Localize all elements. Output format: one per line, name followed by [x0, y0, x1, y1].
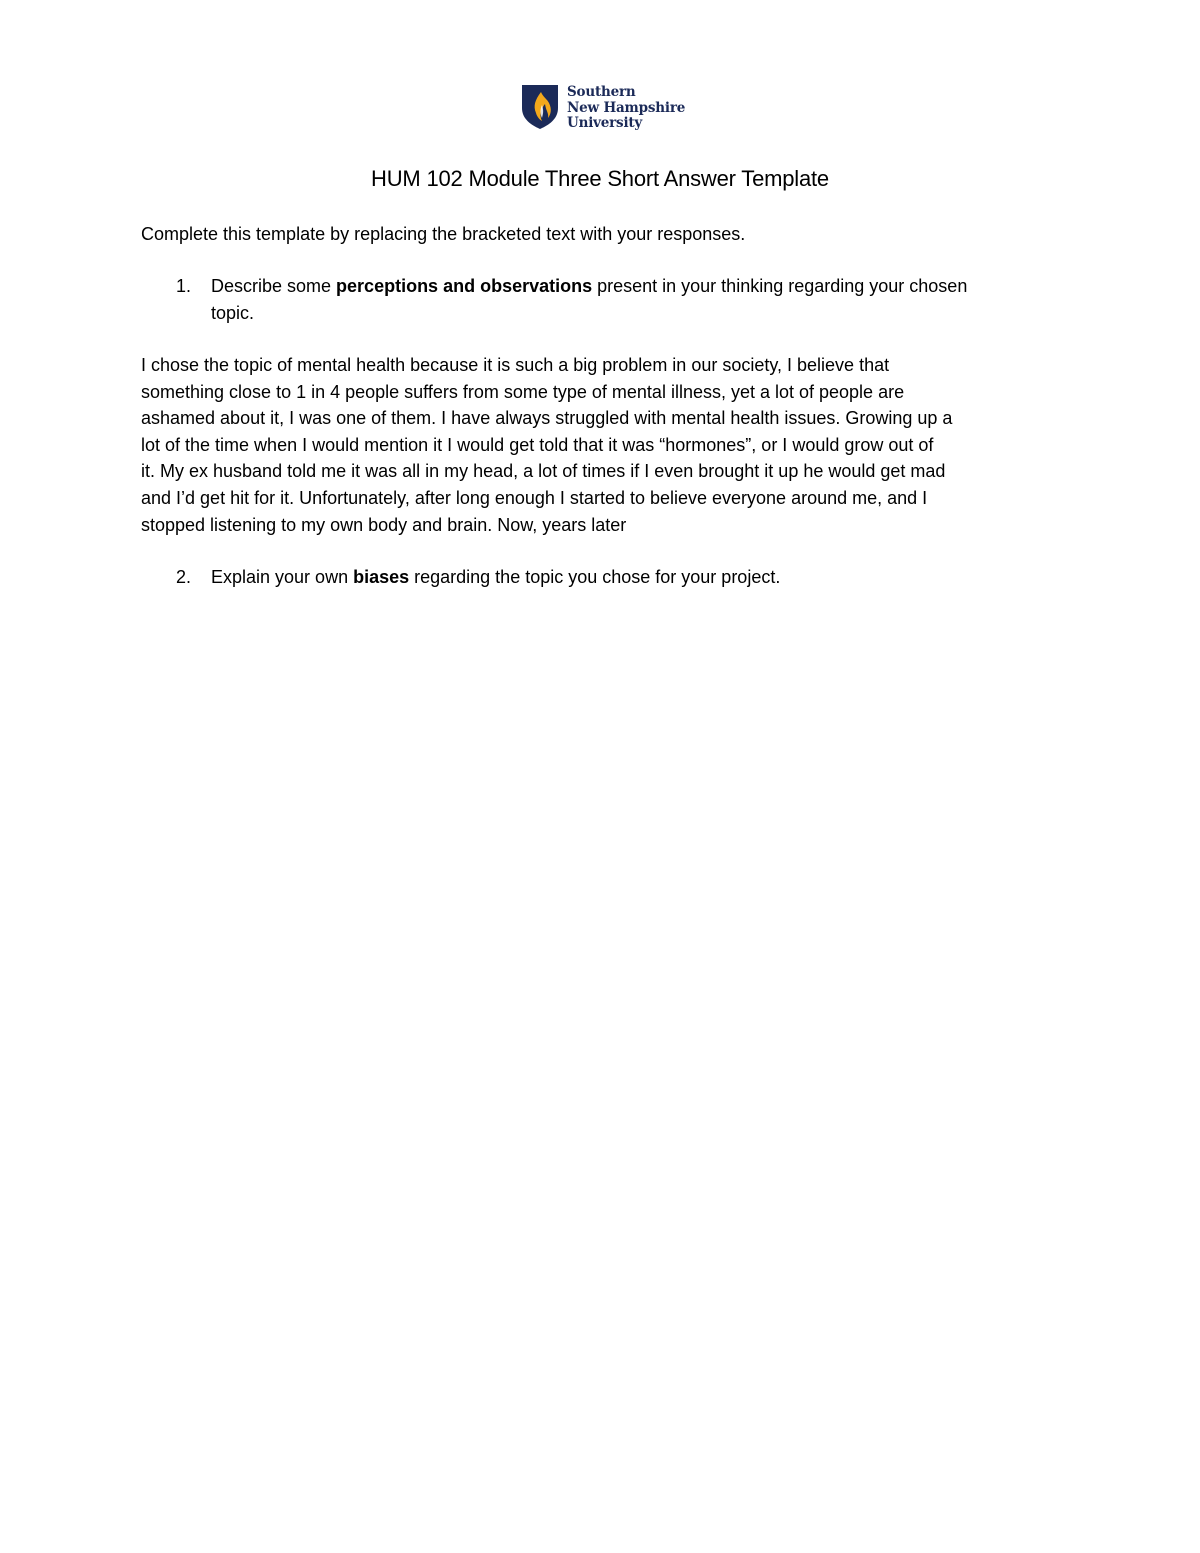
logo-line-1: Southern: [567, 84, 636, 100]
document-title: HUM 102 Module Three Short Answer Template: [371, 166, 829, 191]
logo-line-3: University: [567, 115, 643, 131]
response-1: [141, 352, 1051, 538]
response-1-line: lot of the time when I would mention it I would get told that it was “hormones”, or I would grow out of: [141, 434, 934, 455]
shield-flame-icon: [521, 84, 559, 130]
question-1-line-2: topic.: [211, 302, 255, 323]
question-1-text: [211, 273, 1051, 326]
response-1-line: I chose the topic of mental health because it is such a big problem in our society, I believe that: [141, 355, 890, 375]
question-2-text: [211, 564, 1051, 591]
question-2-bold: biases: [353, 567, 410, 587]
response-1-line: and I’d get hit for it. Unfortunately, after long enough I started to believe everyone around me, and I: [141, 487, 928, 508]
response-1-line: ashamed about it, I was one of them. I have always struggled with mental health issues. Growing up a: [141, 408, 953, 429]
instructions-text: Complete this template by replacing the bracketed text with your responses.: [141, 224, 746, 244]
response-1-line: stopped listening to my own body and brain. Now, years later: [141, 514, 627, 535]
question-1-number: 1.: [176, 276, 192, 296]
question-2-suffix: regarding the topic you chose for your project.: [409, 567, 781, 587]
question-1: [141, 273, 1051, 327]
question-1-bold: perceptions and observations: [336, 276, 593, 296]
logo-line-2: New Hampshire: [567, 99, 686, 116]
question-1-suffix: present in your thinking regarding your chosen: [592, 276, 968, 296]
question-2-prefix: Explain your own: [211, 567, 354, 587]
response-1-line: something close to 1 in 4 people suffers from some type of mental illness, yet a lot of people are: [141, 381, 905, 402]
question-1-prefix: Describe some: [211, 276, 337, 296]
logo-wordmark: [567, 85, 685, 132]
response-1-line: it. My ex husband told me it was all in my head, a lot of times if I even brought it up he would get mad: [141, 461, 946, 482]
question-2: [141, 564, 1051, 592]
question-2-number: 2.: [176, 567, 192, 587]
university-logo: [521, 84, 686, 134]
